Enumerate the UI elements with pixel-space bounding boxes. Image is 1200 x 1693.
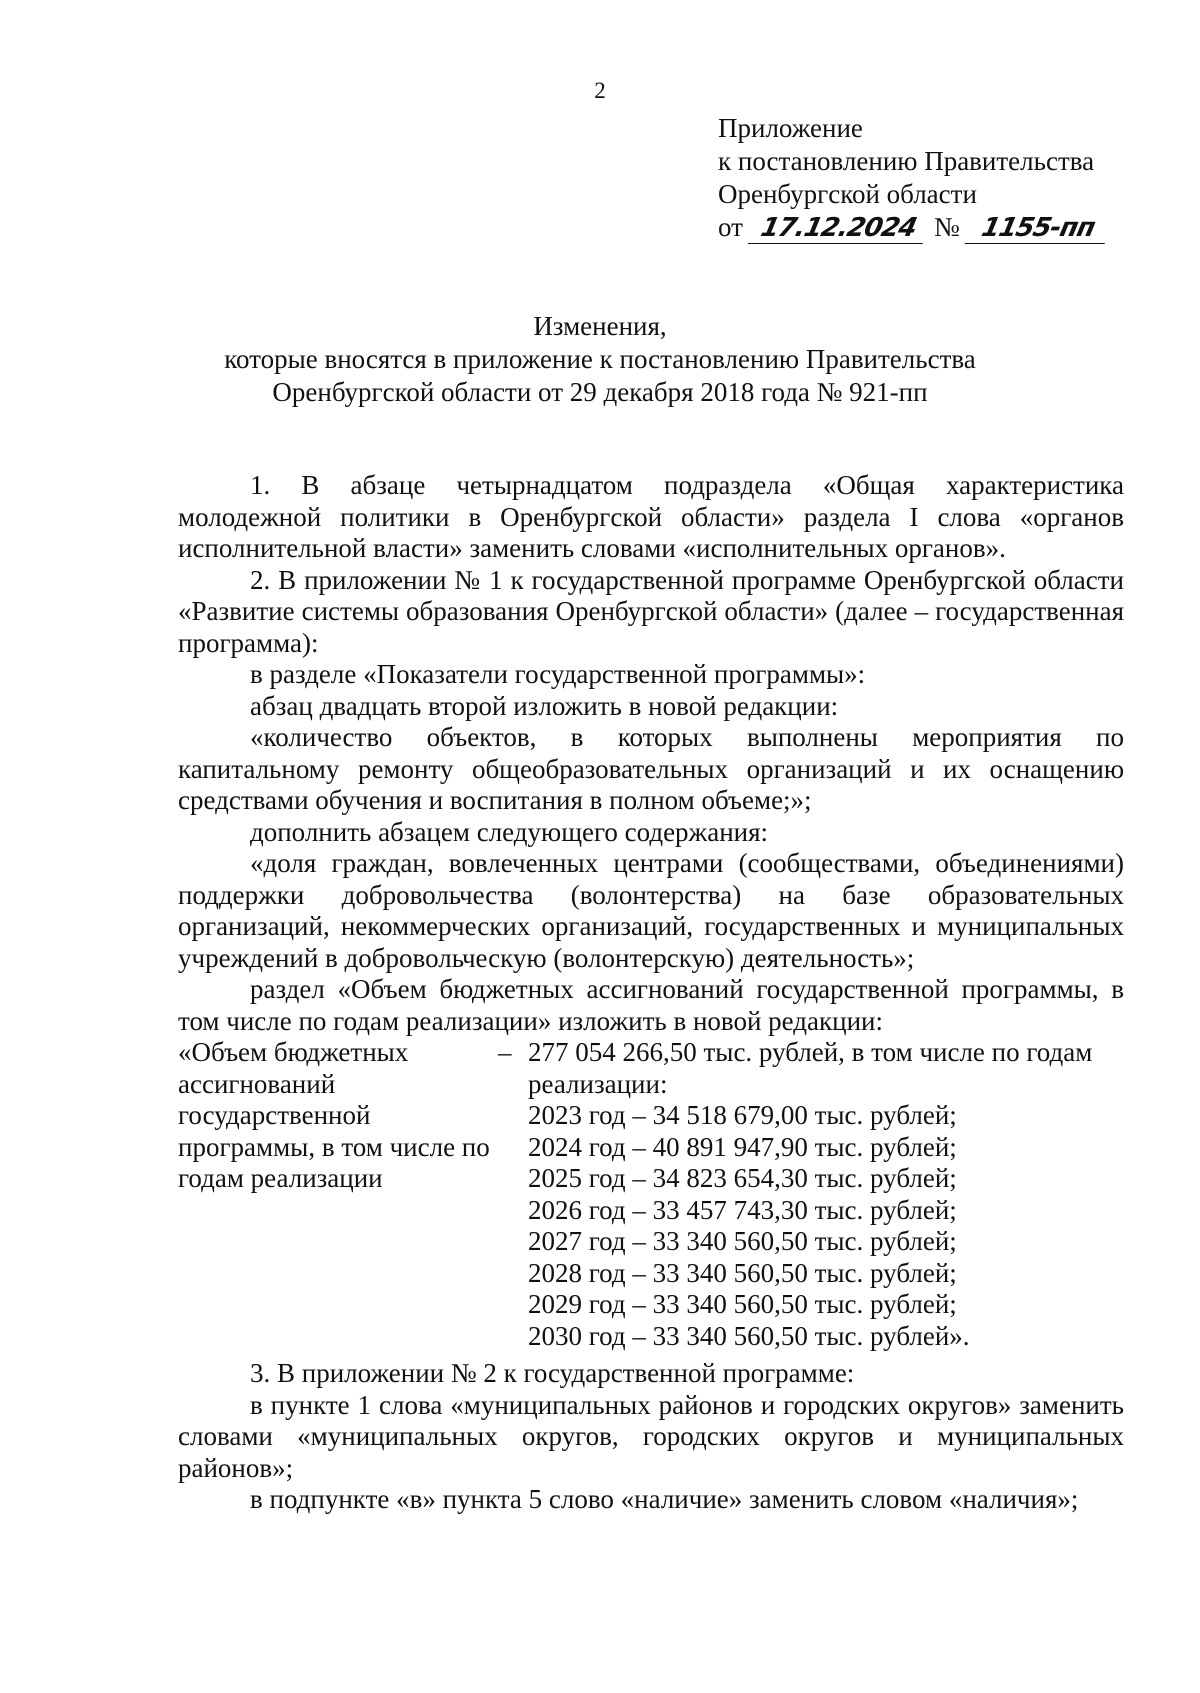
budget-total: 277 054 266,50 тыс. рублей, в том числе по годам реализации:: [528, 1037, 1093, 1099]
appendix-line-1: Приложение: [718, 113, 863, 143]
paragraph-10: в пункте 1 слова «муниципальных районов и городских округов» заменить словами «муниципальных округов, городских округов и муниципальных районов»;: [178, 1389, 1124, 1483]
budget-year-2028: 2028 год – 33 340 560,50 тыс. рублей;: [528, 1257, 957, 1288]
budget-table: [178, 1037, 1124, 1352]
paragraph-8: раздел «Объем бюджетных ассигнований государственной программы, в том числе по годам реализации» изложить в новой редакции:: [178, 974, 1124, 1036]
paragraph-3: в разделе «Показатели государственной программы»:: [250, 659, 866, 689]
budget-year-2027: 2027 год – 33 340 560,50 тыс. рублей;: [528, 1226, 957, 1256]
appendix-date-number-line: [718, 211, 1158, 244]
budget-label: «Объем бюджетных ассигнований государственной программы, в том числе по годам реализации: [178, 1037, 490, 1193]
budget-year-2024: 2024 год – 40 891 947,90 тыс. рублей;: [528, 1131, 957, 1162]
title-line-2: которые вносятся в приложение к постановлению Правительства: [224, 344, 976, 374]
paragraph-5: «количество объектов, в которых выполнены мероприятия по капитальному ремонту общеобразовательных организаций и их оснащению средствами обучения и воспитания в полном объеме;»;: [178, 722, 1124, 815]
document-body: [178, 470, 1124, 1516]
budget-year-2025: 2025 год – 34 823 654,30 тыс. рублей;: [528, 1163, 957, 1193]
budget-year-2026: 2026 год – 33 457 743,30 тыс. рублей;: [528, 1194, 957, 1225]
title-line-3: Оренбургской области от 29 декабря 2018 года № 921-пп: [272, 377, 928, 407]
number-label: №: [933, 212, 960, 242]
appendix-header: [718, 112, 1158, 244]
paragraph-11: в подпункте «в» пункта 5 слово «наличие» заменить словом «наличия»;: [250, 1484, 1079, 1514]
budget-year-2029: 2029 год – 33 340 560,50 тыс. рублей;: [528, 1289, 957, 1319]
handwritten-number: 1155-пп: [964, 213, 1111, 244]
document-title: [0, 310, 1200, 409]
budget-dash: –: [498, 1037, 512, 1067]
title-line-1: Изменения,: [533, 311, 667, 341]
paragraph-9: 3. В приложении № 2 к государственной программе:: [250, 1358, 855, 1388]
paragraph-4: абзац двадцать второй изложить в новой редакции:: [250, 690, 839, 721]
paragraph-6: дополнить абзацем следующего содержания:: [250, 816, 769, 847]
paragraph-2: 2. В приложении № 1 к государственной программе Оренбургской области «Развитие системы образования Оренбургской области» (далее – государственная программа):: [178, 564, 1124, 658]
budget-year-2023: 2023 год – 34 518 679,00 тыс. рублей;: [528, 1100, 957, 1130]
budget-values: [528, 1037, 1124, 1352]
appendix-line-2: к постановлению Правительства: [718, 146, 1095, 176]
budget-year-2030: 2030 год – 33 340 560,50 тыс. рублей».: [528, 1320, 970, 1351]
appendix-line-3: Оренбургской области: [718, 179, 977, 209]
page-number: 2: [594, 78, 606, 103]
from-label: от: [718, 212, 743, 242]
handwritten-date: 17.12.2024: [748, 213, 930, 244]
paragraph-7: «доля граждан, вовлеченных центрами (сообществами, объединениями) поддержки добровольчества (волонтерства) на базе образовательных организаций, некоммерческих организаций, государственных и муниципальных учреждений в добровольческую (волонтерскую) деятельность»;: [178, 848, 1124, 973]
paragraph-1: 1. В абзаце четырнадцатом подраздела «Общая характеристика молодежной политики в Оренбургской области» раздела I слова «органов исполнительной власти» заменить словами «исполнительных органов».: [178, 470, 1124, 563]
